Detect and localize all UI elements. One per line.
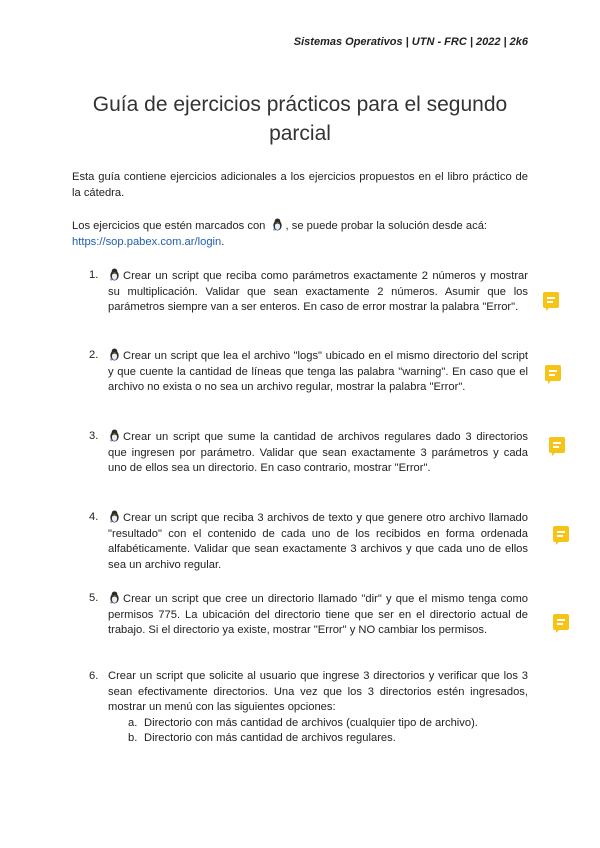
intro-marker-paragraph	[72, 218, 528, 250]
list-item	[72, 348, 528, 396]
item-text-block	[108, 268, 528, 316]
sub-item-text: Directorio con más cantidad de archivos (cualquier tipo de archivo).	[144, 716, 478, 729]
item-text-block	[108, 348, 528, 396]
item-text: Crear un script que lea el archivo "logs" ubicado en el mismo directorio del script y que cuente la cantidad de líneas que tenga las palabra "warning". En caso que el archivo no exista o no sea un archivo regular, mostrar la palabra "Error".	[108, 350, 528, 394]
item-text-block	[108, 429, 528, 477]
sub-item-label: a.	[128, 716, 138, 729]
sub-item	[108, 731, 528, 747]
tux-penguin-icon	[271, 218, 284, 231]
tux-penguin-icon	[108, 348, 121, 361]
item-number: 4.	[89, 511, 99, 523]
comment-icon[interactable]	[543, 292, 559, 308]
intro-marker-text-after: , se puede probar la solución desde acá:	[285, 220, 488, 232]
item-text: Crear un script que solicite al usuario que ingrese 3 directorios y verificar que los 3 sean efectivamente directorios. Una vez que los 3 directorios estén ingresados, mostrar un menú con las siguientes opciones:	[108, 670, 528, 714]
item-text: Crear un script que reciba 3 archivos de texto y que genere otro archivo llamado "resultado" con el contenido de cada uno de los recibidos en forma ordenada alfabéticamente. Validar que sean exactamente 3 archivos y que cada uno de ellos sea un archivo regular.	[108, 512, 528, 571]
item-number: 3.	[89, 430, 99, 442]
list-item	[72, 268, 528, 316]
sub-item	[108, 716, 528, 732]
tux-penguin-icon	[108, 429, 121, 442]
tux-penguin-icon	[108, 591, 121, 604]
tux-penguin-icon	[108, 268, 121, 281]
item-text-block	[108, 591, 528, 639]
list-item	[72, 510, 528, 573]
item-text: Crear un script que cree un directorio llamado "dir" y que el mismo tenga como permisos 775. La ubicación del directorio tiene que ser en el directorio actual de trabajo. Si el directorio ya existe, mostrar "Error" y NO cambiar los permisos.	[108, 593, 528, 637]
link-suffix: .	[221, 235, 225, 248]
intro-marker-text: Los ejercicios que estén marcados con	[72, 220, 266, 232]
intro-paragraph: Esta guía contiene ejercicios adicionales a los ejercicios propuestos en el libro práctico de la cátedra.	[72, 171, 528, 199]
item-text-block	[108, 510, 528, 573]
item-text: Crear un script que reciba como parámetros exactamente 2 números y mostrar su multiplicación. Validar que sean exactamente 2 números. Asumir que los parámetros siempre van a ser enteros. En caso de error mostrar la palabra "Error".	[108, 270, 528, 314]
comment-icon[interactable]	[553, 614, 569, 630]
comment-icon[interactable]	[549, 437, 565, 453]
comment-icon[interactable]	[553, 526, 569, 542]
item-number: 2.	[89, 349, 99, 361]
sub-item-text: Directorio con más cantidad de archivos regulares.	[144, 732, 396, 745]
list-item	[72, 429, 528, 477]
comment-icon[interactable]	[545, 365, 561, 381]
list-item	[72, 591, 528, 639]
page-header: Sistemas Operativos | UTN - FRC | 2022 | 2k6	[293, 36, 528, 48]
sub-item-label: b.	[128, 732, 138, 745]
item-text: Crear un script que sume la cantidad de archivos regulares dado 3 directorios que ingresen por parámetro. Validar que sean exactamente 3 parámetros y cada uno de ellos sea un directorio. En caso contrario, mostrar "Error".	[108, 431, 528, 475]
page-title: Guía de ejercicios prácticos para el segundo parcial	[92, 93, 508, 145]
item-number: 6.	[89, 670, 99, 682]
tux-penguin-icon	[108, 510, 121, 523]
login-link[interactable]: https://sop.pabex.com.ar/login	[72, 235, 222, 248]
list-item	[72, 669, 528, 747]
item-number: 1.	[89, 269, 99, 281]
item-number: 5.	[89, 592, 99, 604]
